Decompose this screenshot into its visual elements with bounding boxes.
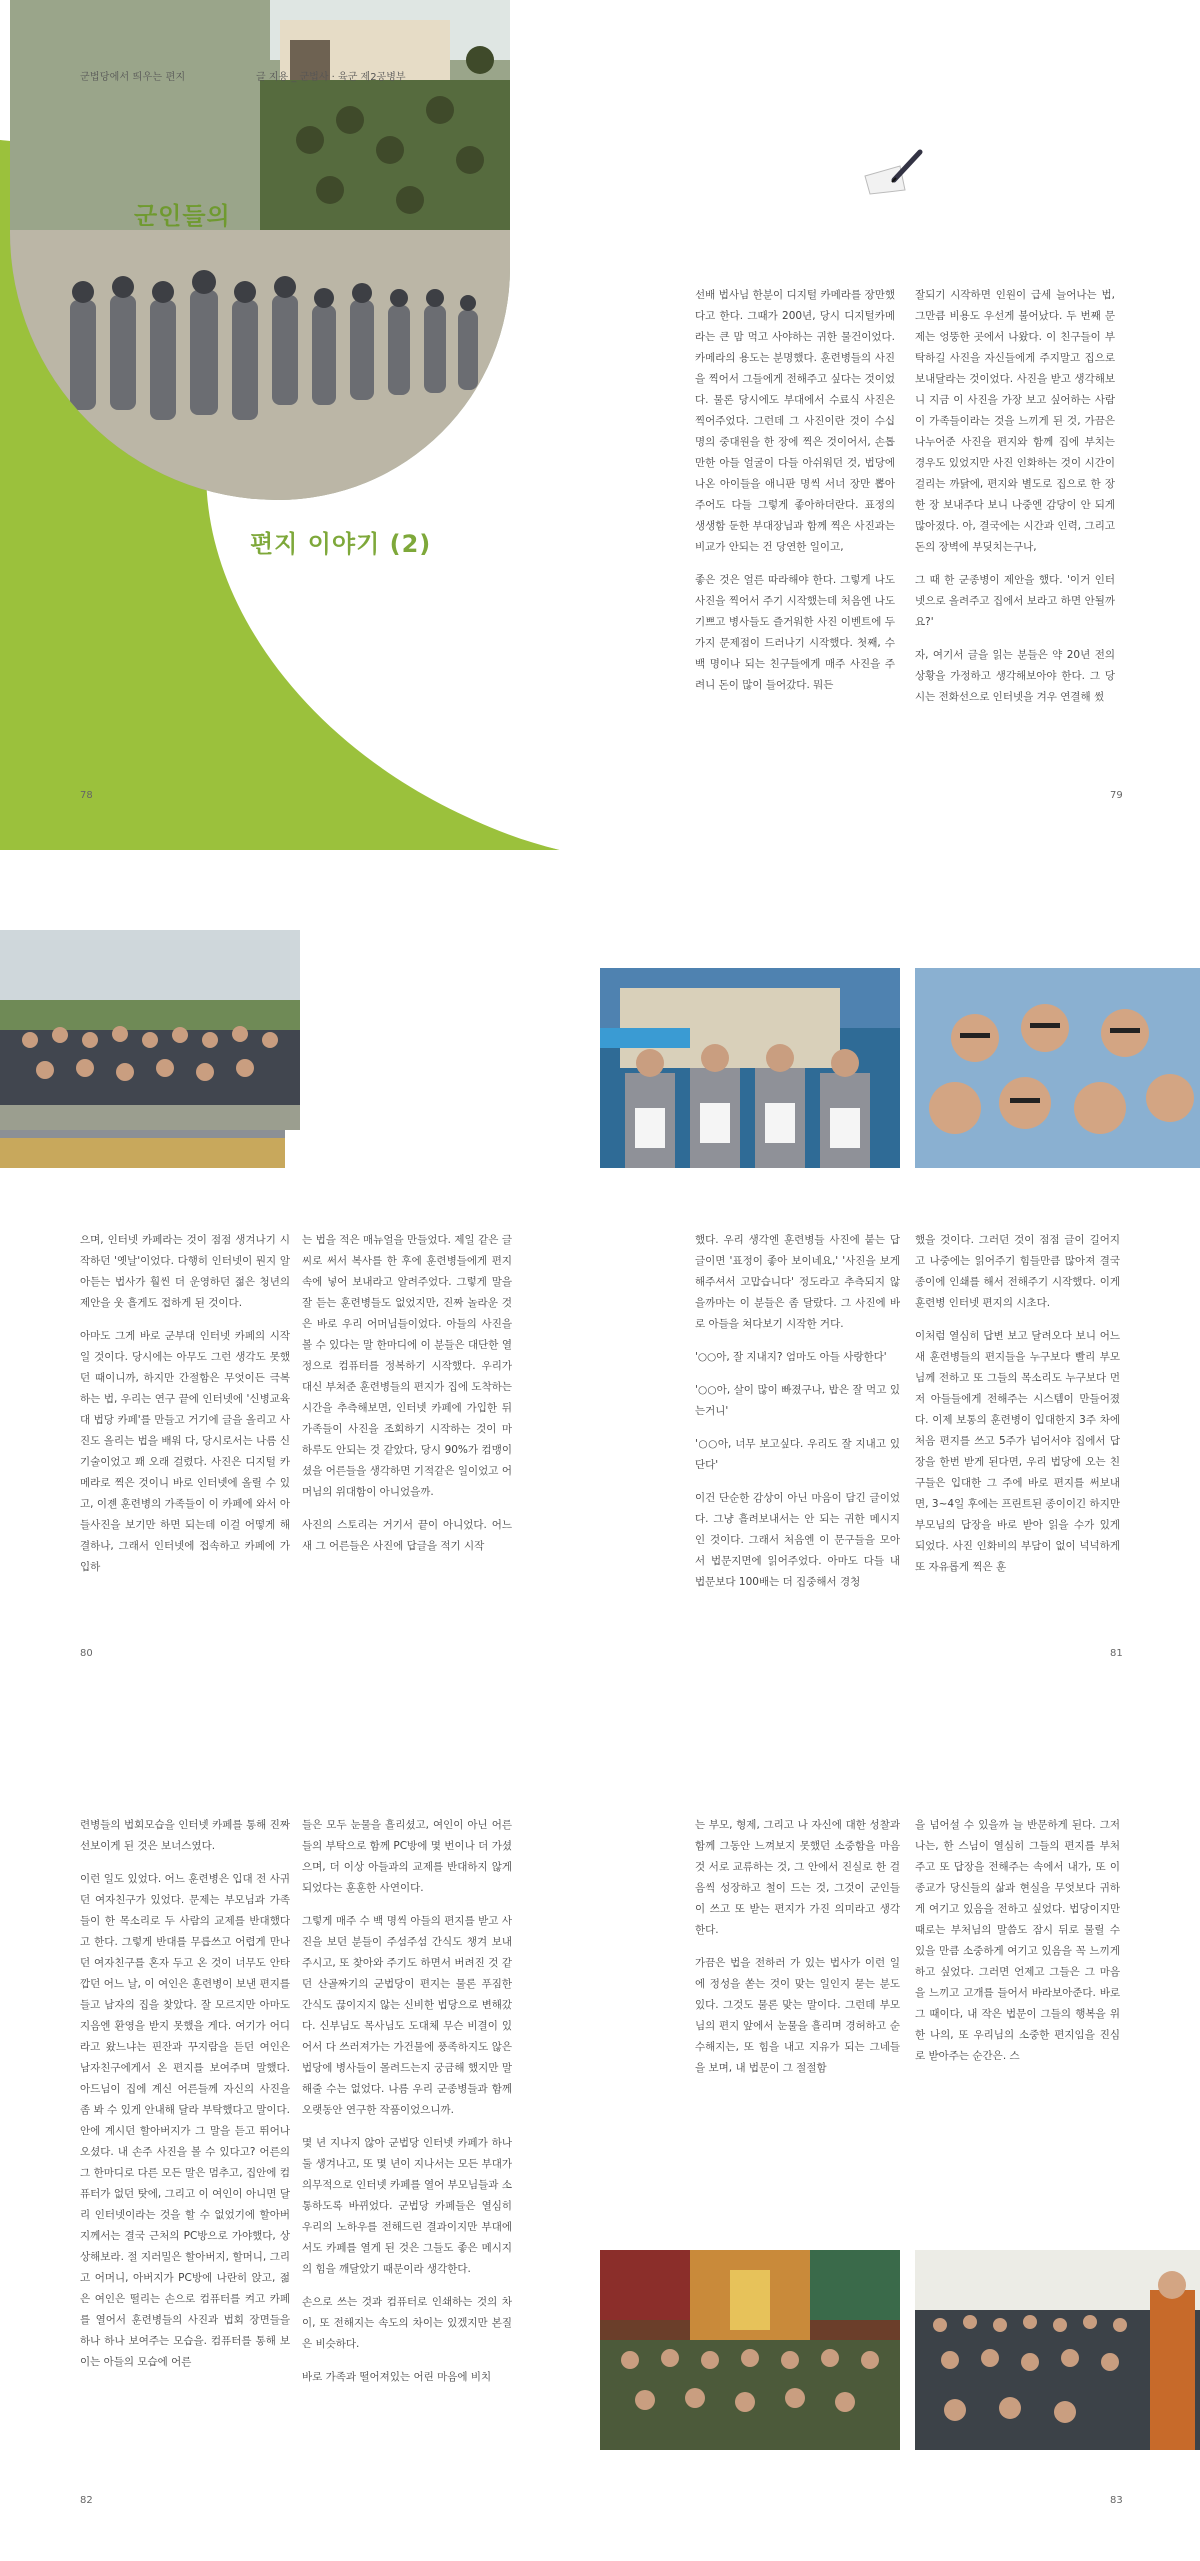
- page-number-80: 80: [80, 1648, 93, 1659]
- paragraph: '○○아, 너무 보고싶다. 우리도 잘 지내고 있단다': [695, 1438, 900, 1471]
- paragraph: 으며, 인터넷 카페라는 것이 점점 생겨나기 시작하던 '옛날'이었다. 다행히 인터넷이 뭔지 알아듣는 법사가 훨씬 더 운영하던 젊은 청년의 제안을 웃 흘게도 접하게 된 것이다.: [80, 1234, 290, 1309]
- paragraph: 련병들의 법회모습을 인터넷 카페를 통해 진짜 선보이게 된 것은 보너스였다.: [80, 1819, 290, 1852]
- paragraph: 선배 법사님 한분이 디지털 카메라를 장만했다고 한다. 그때가 200년, 당시 디지털카메라는 큰 맘 먹고 사야하는 귀한 물건이었다. 카메라의 용도는 분명했다. 훈련병들의 사진을 찍어서 그들에게 전해주고 싶다는 것이었다. 물론 당시에도 부대에서 수료식 사진은 찍어주었다. 그런데 그 사진이란 것이 수십 명의 중대원을 한 장에 찍은 것이어서, 손톱만한 아들 얼굴이 다들 아쉬워던 것, 법당에 나온 아이들을 애니판 명씩 서너 장만 뽑아주어도 다들 그렇게 좋아하더란다. 표정의 생생함 둔한 부대장님과 함께 찍은 사진과는 비교가 안되는 건 당연한 일이고,: [695, 289, 895, 553]
- paragraph: 이건 단순한 감상이 아닌 마음이 담긴 글이었다. 그냥 흘려보내서는 안 되는 귀한 메시지인 것이다. 그래서 처음엔 이 문구들을 모아서 법문지면에 읽어주었다. 아마도 다들 내 법문보다 100배는 더 집중해서 경청: [695, 1492, 900, 1588]
- pen-illustration-icon: [860, 148, 930, 198]
- article-title-part1: 군인들의: [134, 202, 231, 230]
- paragraph: '○○아, 잘 지내지? 엄마도 아들 사랑한다': [695, 1351, 887, 1363]
- article-column-p79-1: [695, 285, 895, 708]
- page-number-81: 81: [1110, 1648, 1123, 1659]
- page-number-82: 82: [80, 2495, 93, 2506]
- article-column-p81-2: [915, 1230, 1120, 1590]
- article-column-p80-1: [80, 1230, 290, 1590]
- author-credit: 글 지용 _ 군법사 · 육군 제2공병부: [256, 72, 406, 83]
- soldiers-holding-letters-photo: [600, 968, 900, 1168]
- paragraph: 했을 것이다. 그러던 것이 점점 글이 길어지고 나중에는 읽어주기 힘들만큼 많아져 결국 종이에 인쇄를 해서 전해주기 시작했다. 이게 훈련병 인터넷 편지의 시초다.: [915, 1234, 1120, 1309]
- paragraph: 했다. 우리 생각엔 훈련병들 사진에 붙는 답글이면 '표정이 좋아 보이네요,' '사진을 보게 해주셔서 고맙습니다' 정도라고 추측되지 않을까마는 이 분들은 좀 달랐다. 그 사진에 바로 아들을 쳐다보기 시작한 거다.: [695, 1234, 900, 1330]
- paragraph: 이런 일도 있었다. 어느 훈련병은 입대 전 사귀던 여자친구가 있었다. 문제는 부모님과 가족들이 한 목소리로 두 사람의 교제를 반대했다고 한다. 그렇게 반대를 무릅쓰고 어렵게 만나던 여자친구를 혼자 두고 온 것이 너무도 안타깝던 어느 날, 이 여인은 훈련병이 보낸 편지를 들고 남자의 집을 찾았다. 잘 모르지만 아마도 지음엔 환영을 받지 못했을 게다. 여기가 어디라고 왔느냐는 핀잔과 꾸지람을 듣던 여인은 남자친구에게서 온 편지를 보여주며 말했다. 아드님이 집에 계신 어른들께 자신의 사진을 좀 봐 수 있게 안내해 달라 부탁했다고 말이다. 안에 계시던 할아버지가 그 말을 듣고 뛰어나오셨다. 내 손주 사진을 볼 수 있다고? 어른의 그 한마디로 다른 모든 말은 멈추고, 집안에 컴퓨터가 없던 탓에, 그리고 이 여인이 아니면 달리 인터넷이라는 것을 할 수 없었기에 할아버지께서는 결국 근처의 PC방으로 가야했다, 상상해보라. 절 지러밀은 할아버지, 할머니, 그리고 어머니, 아버지가 PC방에 나란히 앉고, 젊은 여인은 떨리는 손으로 컴퓨터를 켜고 카페를 열어서 훈련병들의 사진과 법회 장면들을 하나 하나 보여주는 모습을. 컴퓨터를 통해 보이는 아들의 모습에 어른: [80, 1873, 290, 2368]
- paragraph: 이처럼 열심히 답변 보고 달려오다 보니 어느새 훈련병들의 편지들을 누구보다 빨리 부모님께 전하고 또 그들의 목소리도 누구보다 먼저 아들들에게 전해주는 시스템이 만들어졌다. 이제 보통의 훈련병이 입대한지 3주 차에 처음 편지를 쓰고 5주가 넘어서야 집에서 답장을 한번 받게 된다면, 우리 법당에 오는 친구들은 입대한 그 주에 바로 편지를 써보내면, 3~4일 후에는 프린트된 종이이긴 하지만 부모님의 답장을 바로 받아 읽을 수가 있게 되었다. 사진 인화비의 부담이 없이 넉넉하게 또 자유롭게 찍은 훈: [915, 1330, 1120, 1573]
- article-title-part2: 편지 이야기 (2): [250, 530, 432, 558]
- paragraph: 손으로 쓰는 것과 컴퓨터로 인쇄하는 것의 차이, 또 전해지는 속도의 차이는 있겠지만 본질은 비슷하다.: [302, 2296, 512, 2350]
- paragraph: '○○아, 살이 많이 빠졌구나, 밥은 잘 먹고 있는거니': [695, 1384, 900, 1417]
- article-column-p81-1: [695, 1230, 900, 1605]
- paragraph: 그 때 한 군종병이 제안을 했다. '이거 인터넷으로 올려주고 집에서 보라고 하면 안될까요?': [915, 574, 1115, 628]
- page-number-78: 78: [80, 790, 93, 801]
- paragraph: 들은 모두 눈물을 흘리셨고, 여인이 아닌 어른들의 부탁으로 함께 PC방에 몇 번이나 더 가셨으며, 더 이상 아들과의 교제를 반대하지 않게 되었다는 훈훈한 사연이다.: [302, 1819, 512, 1894]
- smiling-soldiers-closeup-photo: [915, 968, 1200, 1168]
- group-photo-soldiers-2: [0, 930, 300, 1130]
- running-head: 군법당에서 띄우는 편지: [80, 72, 186, 83]
- page-number-83: 83: [1110, 2495, 1123, 2506]
- page-number-79: 79: [1110, 790, 1123, 801]
- article-column-p82-2: [302, 1815, 512, 2400]
- paragraph: 그렇게 매주 수 백 명씩 아들의 편지를 받고 사진을 보던 분들이 주섬주섬 간식도 챙겨 보내주시고, 또 찾아와 주기도 하면서 버려진 것 같던 산골짜기의 군법당이 편지는 물론 푸짐한 간식도 끊이지지 않는 신비한 법당으로 변해갔다. 신부님도 목사님도 도대체 무슨 비결이 있어서 다 쓰러져가는 가건물에 풍족하지도 않은 법당에 병사들이 몰려드는지 궁금해 했지만 말해줄 수는 없었다. 나름 우리 군종병들과 함께 오랫동안 연구한 작품이었으니까.: [302, 1915, 512, 2116]
- article-column-p79-2: [915, 285, 1115, 720]
- article-column-p82-1: [80, 1815, 290, 2385]
- spread-pages-78-79: [0, 0, 1200, 870]
- paragraph: 바로 가족과 떨어져있는 어린 마음에 비치: [302, 2371, 492, 2383]
- soldiers-in-temple-hall-photo: [600, 2250, 900, 2450]
- paragraph: 가끔은 법을 전하러 가 있는 법사가 이런 일에 정성을 쏟는 것이 맞는 일인지 묻는 분도 있다. 그것도 물론 맞는 말이다. 그런데 부모님의 편지 앞에서 눈물을 흘리며 경허하고 순수해지는, 또 힘을 내고 지유가 되는 그네들을 보며, 내 법문이 그 절절함: [695, 1957, 900, 2074]
- paragraph: 자, 여기서 글을 읽는 분들은 약 20년 전의 상황을 가정하고 생각해보아야 한다. 그 당시는 전화선으로 인터넷을 겨우 연결해 썼: [915, 649, 1115, 703]
- paragraph: 아마도 그게 바로 군부대 인터넷 카페의 시작일 것이다. 당시에는 아무도 그런 생각도 못했던 때이니까, 하지만 간절함은 무엇이든 극복하는 법, 우리는 연구 끝에 인터넷에 '신병교육대 법당 카페'를 만들고 거기에 글을 올리고 사진도 올리는 법을 배워 다, 당시로서는 나름 신기술이었고 꽤 오래 걸렸다. 사진은 디지털 카메라로 찍은 것이니 바로 인터넷에 올릴 수 있고, 이젠 훈련병의 가족들이 이 카페에 와서 아들사진을 보기만 하면 되는데 이걸 어떻게 해결하나, 그래서 인터넷에 접속하고 카페에 가입하: [80, 1330, 290, 1573]
- article-column-p83-2: [915, 1815, 1120, 2079]
- monk-with-soldiers-photo: [915, 2250, 1200, 2450]
- paragraph: 잘되기 시작하면 인원이 급세 늘어나는 법, 그만큼 비용도 우선게 불어났다. 두 번째 문제는 엉뚱한 곳에서 나왔다. 이 친구들이 부탁하길 사진을 자신들에게 주지말고 집으로 보내달라는 것이었다. 사진을 받고 생각해보니 지금 이 사진을 가장 보고 싶어하는 사람이 가족들이라는 것을 느끼게 된 것, 가끔은 나누어준 사진을 편지와 함께 집에 부치는 경우도 있었지만 사진 인화하는 것이 시간이 걸리는 까닭에, 편지와 별도로 집으로 한 장 한 장 보내주다 보니 나중엔 감당이 안 되게 많아졌다. 아, 결국에는 시간과 인력, 그리고 돈의 장벽에 부딪치는구나,: [915, 289, 1115, 553]
- paragraph: 는 부모, 형제, 그리고 나 자신에 대한 성찰과 함께 그동안 느껴보지 못했던 소중함을 마음것 서로 교류하는 것, 그 안에서 진실로 한 걸음씩 성장하고 철이 드는 것, 그것이 군인들이 쓰고 또 받는 편지가 가진 의미라고 생각한다.: [695, 1819, 900, 1936]
- paragraph: 몇 년 지나지 않아 군법당 인터넷 카페가 하나 둘 생겨나고, 또 몇 년이 지나서는 모든 부대가 의무적으로 인터넷 카페를 열어 부모님들과 소통하도록 바뀌었다. 군법당 카페들은 열심히 우리의 노하우를 전해드린 결과이지만 부대에서도 카페를 열게 된 것은 그들도 좋은 메시지의 힘을 깨달았기 때문이라 생각한다.: [302, 2137, 512, 2275]
- paragraph: 을 넘어설 수 있을까 늘 반문하게 된다. 그저 나는, 한 스님이 열심히 그들의 편지를 부처주고 또 답장을 전해주는 속에서 내가, 또 이 종교가 당신들의 삶과 현실을 무엇보다 귀하게 여기고 있음을 전하고 싶었다. 법당이지만 때로는 부처님의 말씀도 잠시 뒤로 물릴 수 있을 만큼 소중하게 여기고 있음을 꼭 느끼게 하고 싶었다. 그러면 언제고 그들은 그 마음을 느끼고 고개를 들어서 바라보아준다. 바로 그 때이다, 내 작은 법문이 그들의 행복을 위한 나의, 또 우리님의 소중한 편지임을 진심로 받아주는 순간은. 스: [915, 1819, 1120, 2062]
- spread-pages-82-83: [0, 1755, 1200, 2561]
- paragraph: 사진의 스토리는 거기서 끝이 아니었다. 어느새 그 어른들은 사진에 답글을 적기 시작: [302, 1519, 512, 1552]
- paragraph: 는 법을 적은 매뉴얼을 만들었다. 제일 같은 글씨로 써서 복사를 한 후에 훈련병들에게 편지 속에 넣어 보내라고 알려주었다. 그렇게 말을 잘 듣는 훈련병들도 없었지만, 진짜 놀라운 것은 바로 우리 어머님들이었다. 아들의 사진을 볼 수 있다는 말 한마디에 이 분들은 대단한 열정으로 컴퓨터를 정복하기 시작했다. 우리가 대신 부쳐준 훈련병들의 편지가 집에 도착하는 시간을 추측해보면, 인터넷 카페에 가입한 뒤 가족들이 사진을 조회하기 시작하는 것이 마 하루도 안되는 것 같았다, 당시 90%가 컴맹이셨을 어른들을 생각하면 기적같은 일이었고 어머님의 위대함이 아니었을까.: [302, 1234, 512, 1498]
- spread-pages-80-81: [0, 930, 1200, 1680]
- paragraph: 좋은 것은 얼른 따라해야 한다. 그렇게 나도 사진을 찍어서 주기 시작했는데 처음엔 나도 기쁘고 병사들도 즐거워한 사진 이벤트에 두 가지 문제점이 드러나기 시작했다. 첫째, 수백 명이나 되는 친구들에게 매주 사진을 주려니 돈이 많이 들어갔다. 뭐든: [695, 574, 895, 691]
- article-column-p83-1: [695, 1815, 900, 2091]
- article-column-p80-2: [302, 1230, 512, 1569]
